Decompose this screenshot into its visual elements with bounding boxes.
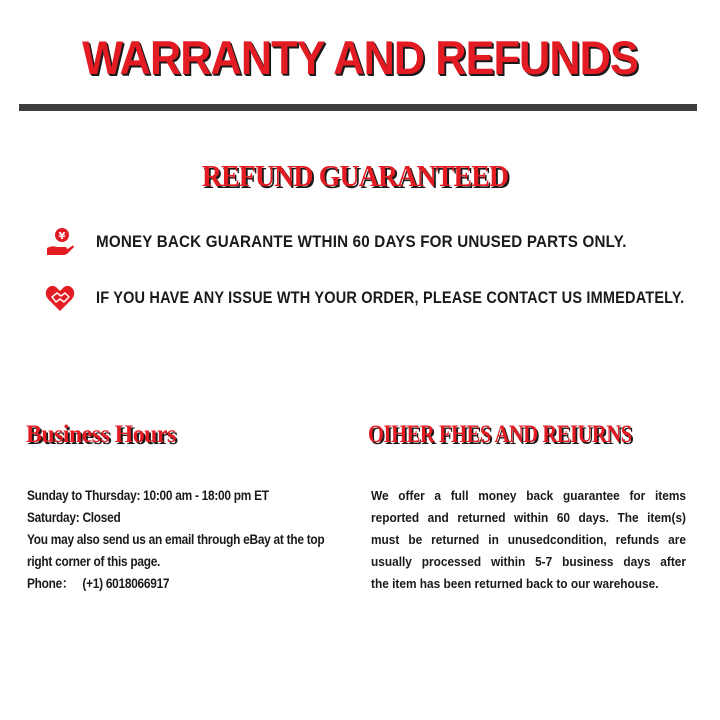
feature-money-back [44,226,673,258]
feature-text: MONEY BACK GUARANTE WTHIN 60 DAYS FOR UNUSED PARTS ONLY. [96,232,627,251]
feature-contact-us [44,282,720,314]
business-hours-text [27,485,347,595]
hours-line: You may also send us an email through eBay at the top [27,532,325,547]
phone-number: (+1) 6018066917 [82,576,170,591]
hours-line: Saturday: Closed [27,510,121,525]
svg-text:¥: ¥ [58,231,66,242]
policy-line: We offer a full money back guarantee for items [371,488,686,503]
heart-handshake-icon [44,282,76,314]
return-policy-text [371,485,689,595]
feature-text: IF YOU HAVE ANY ISSUE WTH YOUR ORDER, PLEASE CONTACT US IMMEDATELY. [96,288,685,307]
policy-line: must be returned in unusedcondition, refunds are [371,532,686,547]
hours-line: Sunday to Thursday: 10:00 am - 18:00 pm ET [27,488,269,503]
hours-line: right corner of this page. [27,554,161,569]
money-hand-icon [44,226,76,258]
phone-line [27,573,309,595]
other-fees-heading: OIHER FHES AND REIURNS [368,421,632,448]
title-divider [19,104,697,111]
business-hours-heading: Business Hours [26,421,176,448]
policy-line: the item has been returned back to our warehouse. [371,576,659,591]
policy-line: usually processed within 5-7 business days after [371,554,686,569]
section-subtitle: REFUND GUARANTEED [201,158,509,193]
policy-line: reported and returned within 60 days. The item(s) [371,510,686,525]
page-title: WARRANTY AND REFUNDS [82,31,638,84]
phone-label: Phone： [27,576,74,591]
